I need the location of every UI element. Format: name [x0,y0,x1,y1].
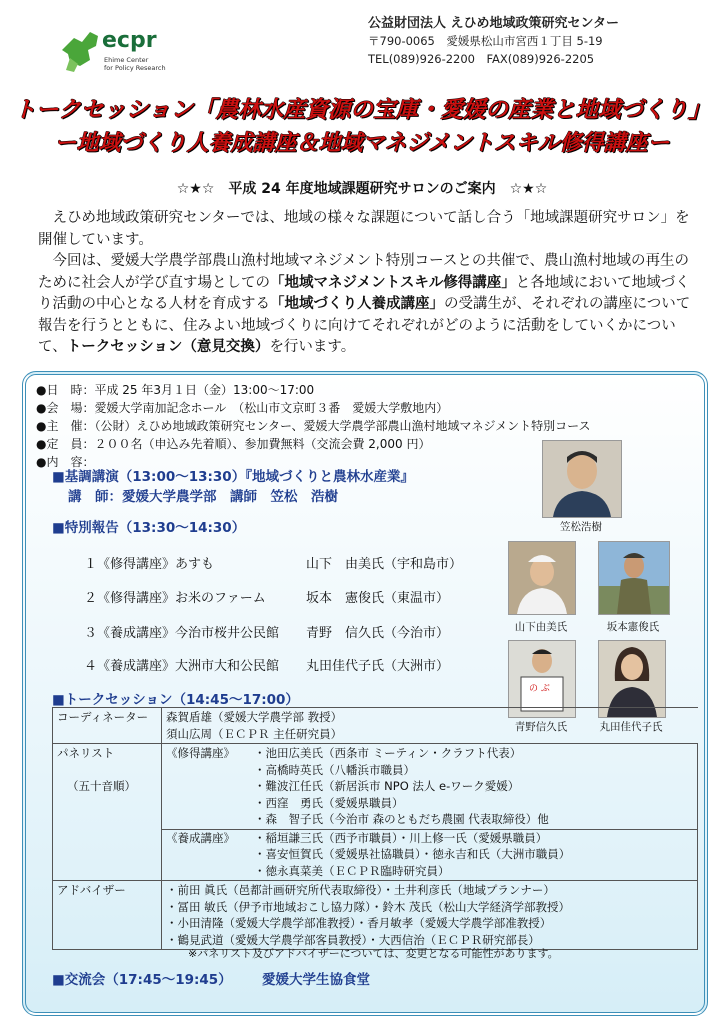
talk-session-table [52,707,698,950]
panelist-cell [162,744,698,881]
change-note: ※パネリスト及びアドバイザーについては、変更となる可能性があります。 [188,947,559,960]
subtitle: ☆★☆ 平成 24 年度地域課題研究サロンのご案内 ☆★☆ [176,181,548,197]
venue-row: ●会 場：愛媛大学南加記念ホール （松山市文京町３番 愛媛大学敷地内） [36,401,449,415]
talk-heading: ■トークセッション（14:45〜17:00） [52,692,299,708]
person-icon [543,441,621,517]
yousei-label: 《養成講座》 [166,830,235,845]
panelist-item [166,762,693,779]
panelist-label-cell [53,744,162,881]
main-title-2: ー地域づくり人養成講座＆地域マネジメントスキル修得講座ー [54,131,670,156]
table-row [53,881,698,950]
keynote-heading: ■基調講演（13:00〜13:30）『地域づくりと農林水産業』 [52,469,414,485]
logo-sub2: for Policy Research [104,64,166,72]
panelist-name: ・高橋時英氏（八幡浜市職員） [254,762,415,777]
table-row [53,708,698,744]
main-title: トークセッション「農林水産資源の宝庫・愛媛の産業と地域づくり」 [13,97,711,123]
advisor-item: ・小田清隆（愛媛大学農学部准教授）・香月敏孝（愛媛大学農学部准教授） [166,916,552,930]
intro-bold: 「地域マネジメントスキル修得講座」 [270,274,516,291]
panelist-item [166,778,693,795]
panelist-item [166,846,693,863]
coordinator-label: コーディネーター [53,708,162,744]
date-row: ●日 時：平成 25 年3月１日（金）13:00〜17:00 [36,383,315,397]
panelist-item [166,830,693,847]
panelist-note: （五十音順） [67,778,136,793]
person-icon [599,542,669,614]
person-icon [509,641,575,717]
logo-text: ecpr [102,28,157,53]
shutoku-label: 《修得講座》 [166,746,235,760]
intro-p2 [38,251,698,359]
table-row [53,744,698,881]
host-row: ●主 催：（公財）えひめ地域政策研究センター、愛媛大学農学部農山漁村地域マネジメント特別コース [36,419,591,433]
reporter-caption: 青野信久氏 [514,721,568,733]
report-title: １《修得講座》あすも [84,557,215,572]
advisor-item: ・冨田 敏氏（伊予市地域おこし協力隊）・鈴木 茂氏（松山大学経済学部教授） [166,899,571,914]
panelist-name: ・徳永真菜美（ＥＣＰＲ臨時研究員） [254,863,450,878]
sign-text: の ぶ [529,684,550,694]
report-name: 坂本 憲俊氏（東温市） [306,591,450,606]
intro-text: の受講生が、それぞれの講座について報告を行うとともに、住みよい地域づくりに向けてそれぞれがどのように活動をしていくかについて、 [38,296,691,355]
intro-bold: 「地域づくり人養成講座」 [270,296,444,312]
coordinator-item: 森賀盾雄（愛媛大学農学部 教授） [166,710,343,724]
org-address: 〒790-0065 愛媛県松山市宮西１丁目 5-19 [368,34,603,48]
advisor-item: ・前田 眞氏（邑都計画研究所代表取締役）・土井利彦氏（地域プランナー） [166,883,555,897]
panelist-name: ・難波江任氏（新居浜市 NPO 法人 e-ワーク愛媛） [254,779,520,793]
coordinator-item: 須山広周（ＥＣＰＲ 主任研究員） [166,726,343,741]
reporter-caption: 坂本憲俊氏 [606,621,660,633]
intro [38,208,698,359]
person-icon [599,641,665,717]
panelist-name: ・西窪 勇氏（愛媛県職員） [254,795,404,810]
panelist-name: ・稲垣謙三氏（西予市職員）・川上修一氏（愛媛県職員） [254,830,548,845]
coordinator-cell [162,708,698,744]
logo-sub1: Ehime Center [104,56,149,64]
panelist-name: ・喜安恒賀氏（愛媛県社協職員）・徳永吉和氏（大洲市職員） [254,847,571,861]
person-icon [509,542,575,614]
report-title: ３《養成講座》今治市桜井公民館 [84,626,280,641]
panelist-item [166,795,693,812]
intro-text: を行います。 [269,339,356,355]
advisor-label: アドバイザー [53,881,162,950]
speaker-caption: 笠松浩樹 [560,521,602,533]
ecpr-logo [60,20,170,80]
panelist-name: ・森 智子氏（今治市 森のともだち農園 代表取締役）他 [254,812,549,826]
intro-bold: トークセッション（意見交換） [66,339,270,355]
exchange-heading: ■交流会（17:45〜19:45） [52,972,232,988]
report-name: 青野 信久氏（今治市） [306,626,450,641]
keynote-speaker: 講 師：愛媛大学農学部 講師 笠松 浩樹 [68,489,338,505]
capacity-row: ●定 員：２００名（申込み先着順）、参加費無料（交流会費 2,000 円） [36,437,431,451]
intro-text: と各地域において地域づくり活動の中心となる人材を育成する [38,274,690,312]
reporter-photo [508,541,576,615]
org-name: 公益財団法人 えひめ地域政策研究センター [368,16,620,31]
reporter-caption: 丸田佳代子氏 [599,721,663,733]
org-tel: TEL(089)926-2200 FAX(089)926-2205 [368,52,595,66]
report-title: ４《養成講座》大洲市大和公民館 [84,659,280,674]
advisor-item: ・鶴見武道（愛媛大学農学部客員教授）・大西信治（ＥＣＰＲ研究部長） [166,932,540,947]
panelist-item [166,745,693,762]
panelist-label: パネリスト [57,746,115,760]
content-row: ●内 容： [36,455,95,469]
panelist-item [166,811,693,828]
special-heading: ■特別報告（13:30〜14:30） [52,520,246,536]
speaker-photo [542,440,622,518]
report-title: ２《修得講座》お米のファーム [84,591,266,606]
exchange-place: 愛媛大学生協食堂 [262,972,370,988]
advisor-cell [162,881,698,950]
panelist-item [166,863,693,880]
report-name: 丸田佳代子氏（大洲市） [306,659,450,674]
reporter-photo [598,541,670,615]
report-name: 山下 由美氏（宇和島市） [306,557,463,572]
intro-text: 今回は、愛媛大学農学部農山漁村地域マネジメント特別コースとの共催で、農山漁村地域の再生のために社会人が学び直す場としての [38,253,690,291]
panelist-name: ・池田広美氏（西条市 ミーティン・クラフト代表） [254,746,522,760]
intro-p1: えひめ地域政策研究センターでは、地域の様々な課題について話し合う「地域課題研究サロン」を開催しています。 [38,210,690,248]
reporter-caption: 山下由美氏 [514,621,568,633]
